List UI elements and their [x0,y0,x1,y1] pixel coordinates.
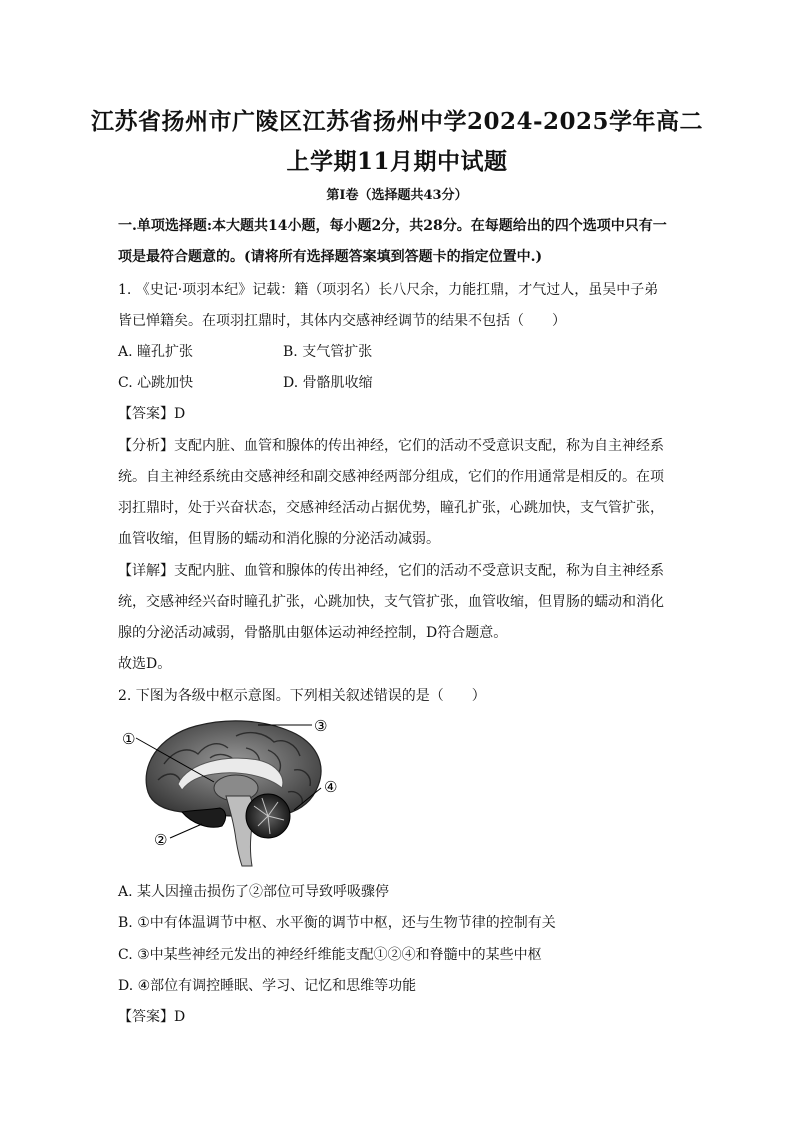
q1-analysis-line-2: 统。自主神经系统由交感神经和副交感神经两部分组成，它们的作用通常是相反的。在项 [118,469,664,485]
instructions-line-1: 一.单项选择题:本大题共14小题，每小题2分，共28分。在每题给出的四个选项中只有一 [118,218,667,234]
document-title-line-1: 江苏省扬州市广陵区江苏省扬州中学2024-2025学年高二 [90,108,704,135]
q1-option-a: A. 瞳孔扩张 [118,344,194,360]
label-4: ④ [324,778,338,796]
section-heading: 第I卷（选择题共43分） [326,188,468,203]
q1-analysis-line-3: 羽扛鼎时，处于兴奋状态，交感神经活动占据优势，瞳孔扩张，心跳加快，支气管扩张， [118,500,664,516]
q2-stem: 2. 下图为各级中枢示意图。下列相关叙述错误的是（ ） [118,688,486,704]
instructions-line-2: 项是最符合题意的。(请将所有选择题答案填到答题卡的指定位置中.) [118,249,543,265]
label-2: ② [154,831,168,849]
q1-option-d: D. 骨骼肌收缩 [283,375,373,391]
q1-analysis-line-4: 血管收缩，但胃肠的蠕动和消化腺的分泌活动减弱。 [118,531,440,547]
q2-option-c: C. ③中某些神经元发出的神经纤维能支配①②④和脊髓中的某些中枢 [118,947,542,963]
document-title-line-2: 上学期11月期中试题 [286,148,508,175]
q1-option-b: B. 支气管扩张 [283,344,373,360]
q1-answer: 【答案】D [118,406,186,422]
q1-option-c: C. 心跳加快 [118,375,194,391]
q1-stem-line-2: 皆已惮籍矣。在项羽扛鼎时，其体内交感神经调节的结果不包括（ ） [118,313,566,329]
q1-stem-line-1: 1. 《史记·项羽本纪》记载：籍（项羽名）长八尺余，力能扛鼎，才气过人，虽吴中子弟 [118,282,659,298]
q1-detail-line-1: 【详解】支配内脏、血管和腺体的传出神经，它们的活动不受意识支配，称为自主神经系 [118,563,664,579]
q1-detail-line-3: 腺的分泌活动减弱，骨骼肌由躯体运动神经控制，D符合题意。 [118,625,508,641]
q2-option-b: B. ①中有体温调节中枢、水平衡的调节中枢，还与生物节律的控制有关 [118,915,556,931]
q1-conclusion: 故选D。 [118,656,172,672]
q2-answer: 【答案】D [118,1009,186,1025]
label-1: ① [122,730,136,748]
q1-detail-line-2: 统，交感神经兴奋时瞳孔扩张，心跳加快，支气管扩张，血管收缩，但胃肠的蠕动和消化 [118,594,664,610]
label-3: ③ [314,717,328,735]
brain-diagram [118,714,358,870]
q1-analysis-line-1: 【分析】支配内脏、血管和腺体的传出神经，它们的活动不受意识支配，称为自主神经系 [118,438,664,454]
q2-option-a: A. 某人因撞击损伤了②部位可导致呼吸骤停 [118,884,390,900]
q2-option-d: D. ④部位有调控睡眠、学习、记忆和思维等功能 [118,978,417,994]
